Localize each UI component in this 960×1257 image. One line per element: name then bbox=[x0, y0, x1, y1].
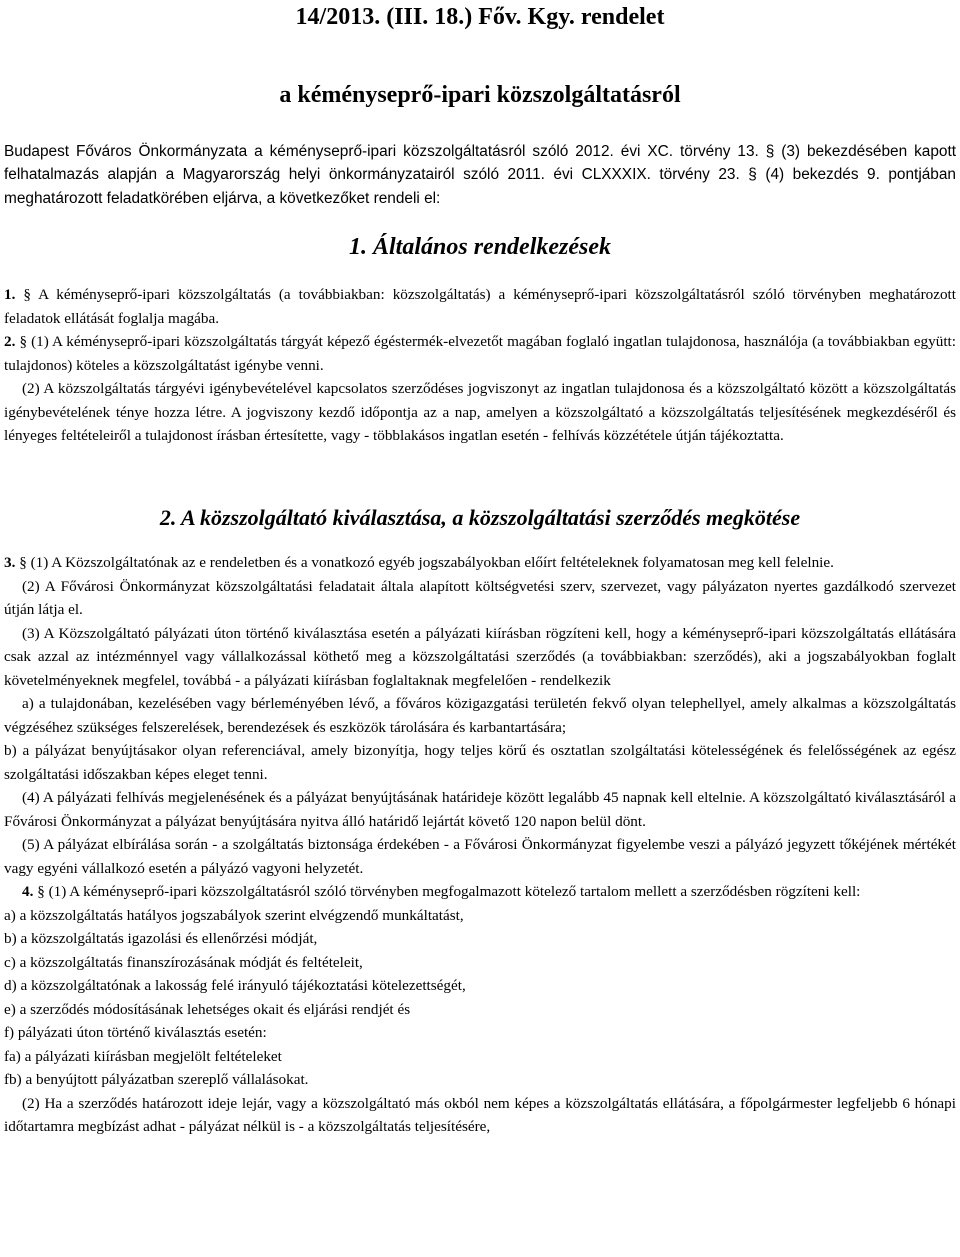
paragraph-number: 4. bbox=[22, 883, 34, 900]
list-item bbox=[4, 951, 956, 975]
paragraph-text: § (1) A Közszolgáltatónak az e rendeletben és a vonatkozó egyéb jogszabályokban előírt feltételeknek folyamatosan meg kell felelnie. bbox=[15, 554, 834, 571]
list-item bbox=[4, 974, 956, 998]
list-item-text: a) a közszolgáltatás hatályos jogszabályok szerint elvégzendő munkáltatást, bbox=[4, 906, 464, 924]
regulation-subject-title: a kéményseprő-ipari közszolgáltatásról bbox=[279, 82, 681, 108]
paragraph bbox=[4, 692, 956, 739]
section-1-body bbox=[4, 283, 956, 448]
section-2-heading: 2. A közszolgáltató kiválasztása, a közszolgáltatási szerződés megkötése bbox=[159, 505, 801, 530]
list-item-text: f) pályázati úton történő kiválasztás esetén: bbox=[4, 1024, 267, 1041]
paragraph-text: a) a tulajdonában, kezelésében vagy bérleményében lévő, a főváros közigazgatási területén fekvő olyan telephellyel, amely alkalmas a közszolgáltatás végzéséhez szükséges felszerelések, berendezések és eszközök tárolására és karbantartására; bbox=[4, 695, 956, 736]
paragraph-text: § A kéményseprő-ipari közszolgáltatás (a továbbiakban: közszolgáltatás) a kéményseprő-ipari közszolgáltatásról szóló törvényben meghatározott feladatok ellátását foglalja magába. bbox=[4, 286, 956, 327]
list-item bbox=[4, 1045, 956, 1069]
paragraph bbox=[4, 575, 956, 622]
paragraph bbox=[4, 283, 956, 330]
paragraph-text: (4) A pályázati felhívás megjelenésének és a pályázat benyújtásának határideje között legalább 45 napnak kell eltelnie. A közszolgáltató kiválasztásáról a Fővárosi Önkormányzat a pályázat benyújtására nyitva álló határidő lejártát követő 120 napon belül dönt. bbox=[4, 789, 956, 830]
paragraph-text: § (1) A kéményseprő-ipari közszolgáltatásról szóló törvényben megfogalmazott kötelező tartalom mellett a szerződésben rögzíteni kell: bbox=[33, 883, 861, 900]
list-item-text: fa) a pályázati kiírásban megjelölt feltételeket bbox=[4, 1047, 282, 1065]
paragraph bbox=[4, 551, 956, 575]
paragraph-text: b) a pályázat benyújtásakor olyan referenciával, amely bizonyítja, hogy teljes körű és osztatlan szolgáltatási kötelességének és felelősségének az egész szolgáltatási időszakban képes eleget tenni. bbox=[4, 742, 956, 783]
paragraph-number: 1. bbox=[4, 286, 16, 303]
paragraph bbox=[4, 833, 956, 880]
paragraph bbox=[4, 739, 956, 786]
list-item bbox=[4, 927, 956, 951]
section-1-heading: 1. Általános rendelkezések bbox=[349, 234, 611, 260]
paragraph-text: (2) A közszolgáltatás tárgyévi igénybevételével kapcsolatos szerződéses jogviszonyt az ingatlan tulajdonosa és a közszolgáltató között a közszolgáltatás igénybevételének ténye hozza létre. A jogviszony kezdő időpontja az a nap, amelyen a közszolgáltató a közszolgáltatás teljesítésének megkezdéséről és lényeges feltételeiről a tulajdonost írásban értesítette, vagy - többlakásos ingatlan esetén - felhívás közzététele útján tájékoztatta. bbox=[4, 380, 956, 444]
paragraph-text: § (1) A kéményseprő-ipari közszolgáltatás tárgyát képező égéstermék-elvezetőt magában foglaló ingatlan tulajdonosa, használója (a továbbiakban együtt: tulajdonos) köteles a közszolgáltatást igénybe venni. bbox=[4, 333, 956, 374]
paragraph bbox=[4, 622, 956, 693]
list-item-text: e) a szerződés módosításának lehetséges okait és eljárási rendjét és bbox=[4, 1000, 411, 1018]
regulation-number-title: 14/2013. (III. 18.) Főv. Kgy. rendelet bbox=[295, 4, 665, 30]
paragraph-number: 2. bbox=[4, 333, 16, 350]
paragraph-text: (2) A Fővárosi Önkormányzat közszolgáltatási feladatait általa alapított költségvetési szerv, szervezet, vagy pályázaton nyertes gazdálkodó szervezet útján látja el. bbox=[4, 577, 956, 618]
list-item bbox=[4, 1021, 956, 1045]
list-item-text: c) a közszolgáltatás finanszírozásának módját és feltételeit, bbox=[4, 953, 363, 971]
list-item bbox=[4, 904, 956, 928]
paragraph-text: (3) A Közszolgáltató pályázati úton történő kiválasztása esetén a pályázati kiírásban rögzíteni kell, hogy a kéményseprő-ipari közszolgáltatás ellátására csak azzal az intézménnyel vagy vállalkozással köthető meg a közszolgáltatási szerződés (a továbbiakban: szerződés), aki a jogszabályokban foglalt követelményeknek megfelel, továbbá - a pályázati kiírásban foglaltaknak megfelelően - rendelkezik bbox=[4, 624, 956, 689]
section-2-body bbox=[4, 551, 956, 1139]
paragraph bbox=[4, 377, 956, 448]
list-item-text: d) a közszolgáltatónak a lakosság felé irányuló tájékoztatási kötelezettségét, bbox=[4, 977, 466, 994]
paragraph bbox=[4, 786, 956, 833]
paragraph-text: (2) Ha a szerződés határozott ideje lejár, vagy a közszolgáltató más okból nem képes a közszolgáltatás ellátására, a főpolgármester legfeljebb 6 hónapi időtartamra megbízást adhat - pályázat nélkül is - a közszolgáltatás teljesítésére, bbox=[4, 1094, 956, 1135]
list-item bbox=[4, 998, 956, 1022]
paragraph bbox=[4, 1092, 956, 1139]
list-item bbox=[4, 1068, 956, 1092]
list-item-text: b) a közszolgáltatás igazolási és ellenőrzési módját, bbox=[4, 930, 318, 947]
paragraph bbox=[4, 880, 956, 904]
list-item-text: fb) a benyújtott pályázatban szereplő vállalásokat. bbox=[4, 1071, 309, 1088]
paragraph bbox=[4, 330, 956, 377]
paragraph-number: 3. bbox=[4, 554, 16, 571]
paragraph-text: (5) A pályázat elbírálása során - a szolgáltatás biztonsága érdekében - a Fővárosi Önkormányzat figyelembe veszi a pályázó jegyzett tőkéjének mértékét vagy egyéni vállalkozó esetén a pályázó vagyoni helyzetét. bbox=[4, 836, 956, 877]
preamble-paragraph: Budapest Főváros Önkormányzata a kéményseprő-ipari közszolgáltatásról szóló 2012. évi XC. törvény 13. § (3) bekezdésében kapott felhatalmazás alapján a Magyarország helyi önkormányzatairól szóló 2011. évi CLXXXIX. törvény 23. § (4) bekezdés 9. pontjában meghatározott feladatkörében eljárva, a következőket rendeli el: bbox=[4, 143, 956, 207]
